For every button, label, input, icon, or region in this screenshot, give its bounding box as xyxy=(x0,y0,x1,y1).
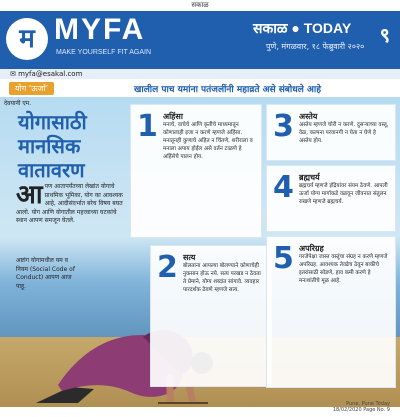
yama-text: अस्तेय म्हणजे चोरी न करणे. दुसऱ्याच्या वस्तू, वेळ, कल्पना परवानगी न घेता न घेणे हे अस्तेय होय. xyxy=(299,122,389,144)
paper-title: सकाळ ● TODAY xyxy=(253,20,352,36)
page-caption xyxy=(333,401,390,413)
author-name: देवयानी एम. xyxy=(4,100,32,107)
contact-email[interactable]: ✉ myfa@esakal.com xyxy=(10,70,83,78)
yama-card-brahmacharya xyxy=(266,165,396,232)
myfa-logo: म xyxy=(6,18,48,60)
title-line-1: योगासाठी xyxy=(18,110,87,134)
title-line-3: वातावरण xyxy=(18,158,85,182)
email-strip xyxy=(0,69,400,79)
brand-title: MYFA xyxy=(54,13,146,46)
yama-card-satya xyxy=(150,245,272,387)
yama-card-ahimsa xyxy=(130,104,262,238)
masthead xyxy=(0,11,400,69)
yama-title: अस्तेय xyxy=(299,112,318,121)
yama-text: बोलताना आपल्या बोलण्याने कोणाचेही नुकसान होऊ नये. सत्य परखड न ठेवता ते प्रेमाने, योग्य शब्दांत सांगावे. व्यवहार पारदर्शक ठेवणे म्हणजे सत्य. xyxy=(183,263,261,293)
yama-number: 2 xyxy=(157,250,178,285)
newspaper-top-label: सकाळ xyxy=(191,1,209,9)
article-title xyxy=(18,110,128,182)
yama-title: ब्रह्मचर्य xyxy=(299,173,320,182)
caption-line-1: Pune, Pune Today xyxy=(346,401,390,407)
article-side-text: अष्टांग योगामधील यम व नियम (Social Code of Conduct) आपण आज पाहू. xyxy=(16,257,75,290)
issue-date: पुणे, मंगळवार, १८ फेब्रुवारी २०२० xyxy=(266,42,365,51)
brand-tagline: MAKE YOURSELF FIT AGAIN xyxy=(56,49,152,56)
yama-card-aparigraha xyxy=(266,236,396,388)
title-line-2: मानसिक xyxy=(18,134,81,158)
yama-card-asteya xyxy=(266,104,396,161)
yama-title: सत्य xyxy=(183,253,196,262)
page-number: ९ xyxy=(379,23,390,47)
intro-text: पण आतापर्यंतच्या लेखांत योगाचे प्राथमिक भूमिका, योग का आवश्यक आहे, आदीसंदर्भात बरेच विषय बघत आलो. योग आणि योगातील महत्त्वाच्या घटकांचे स्थान आपण समजून घेतले. xyxy=(16,183,123,224)
yama-text: मनाचे, वाचेचे आणि कृतीचे माध्यमातून कोणालाही इजा न करणे म्हणजे अहिंसा. मनातूनही कुणाचे अहित न चिंतणे, शरीराला व मनाला अपाय होईल असे वर्तन टाळणे हे अहिंसेचे पालन होय. xyxy=(163,122,253,160)
section-tag: योग ‘ऊर्जा’ xyxy=(9,82,54,95)
yama-title: अपरिग्रह xyxy=(299,244,324,253)
yama-text: गरजेपेक्षा जास्त वस्तूंचा संग्रह न करणे म्हणजे अपरिग्रह. आवश्यक तेवढेच ठेवून बाकीचे इतरांसाठी सोडणे, हाव कमी करणे हे मनःशांतीचे मूळ आहे. xyxy=(299,254,388,284)
yama-number: 4 xyxy=(273,170,294,205)
yama-number: 5 xyxy=(273,241,294,276)
yama-text: ब्रह्मचर्य म्हणजे इंद्रियांवर संयम ठेवणे. आपली ऊर्जा योग्य मार्गाकडे वळवून जीवनात संतुलन राखणे म्हणजे ब्रह्मचर्य. xyxy=(299,183,388,205)
yama-title: अहिंसा xyxy=(163,112,183,121)
yama-number: 3 xyxy=(273,109,294,144)
section-header xyxy=(0,79,400,97)
yama-number: 1 xyxy=(137,109,158,144)
dropcap: आ xyxy=(16,180,43,210)
section-headline: खालील पाच यमांना पतंजलींनी महाव्रते असे संबोधले आहे xyxy=(134,85,322,95)
caption-line-2: 18/02/2020 Page No. 9 xyxy=(332,407,390,413)
article-intro xyxy=(16,180,124,226)
